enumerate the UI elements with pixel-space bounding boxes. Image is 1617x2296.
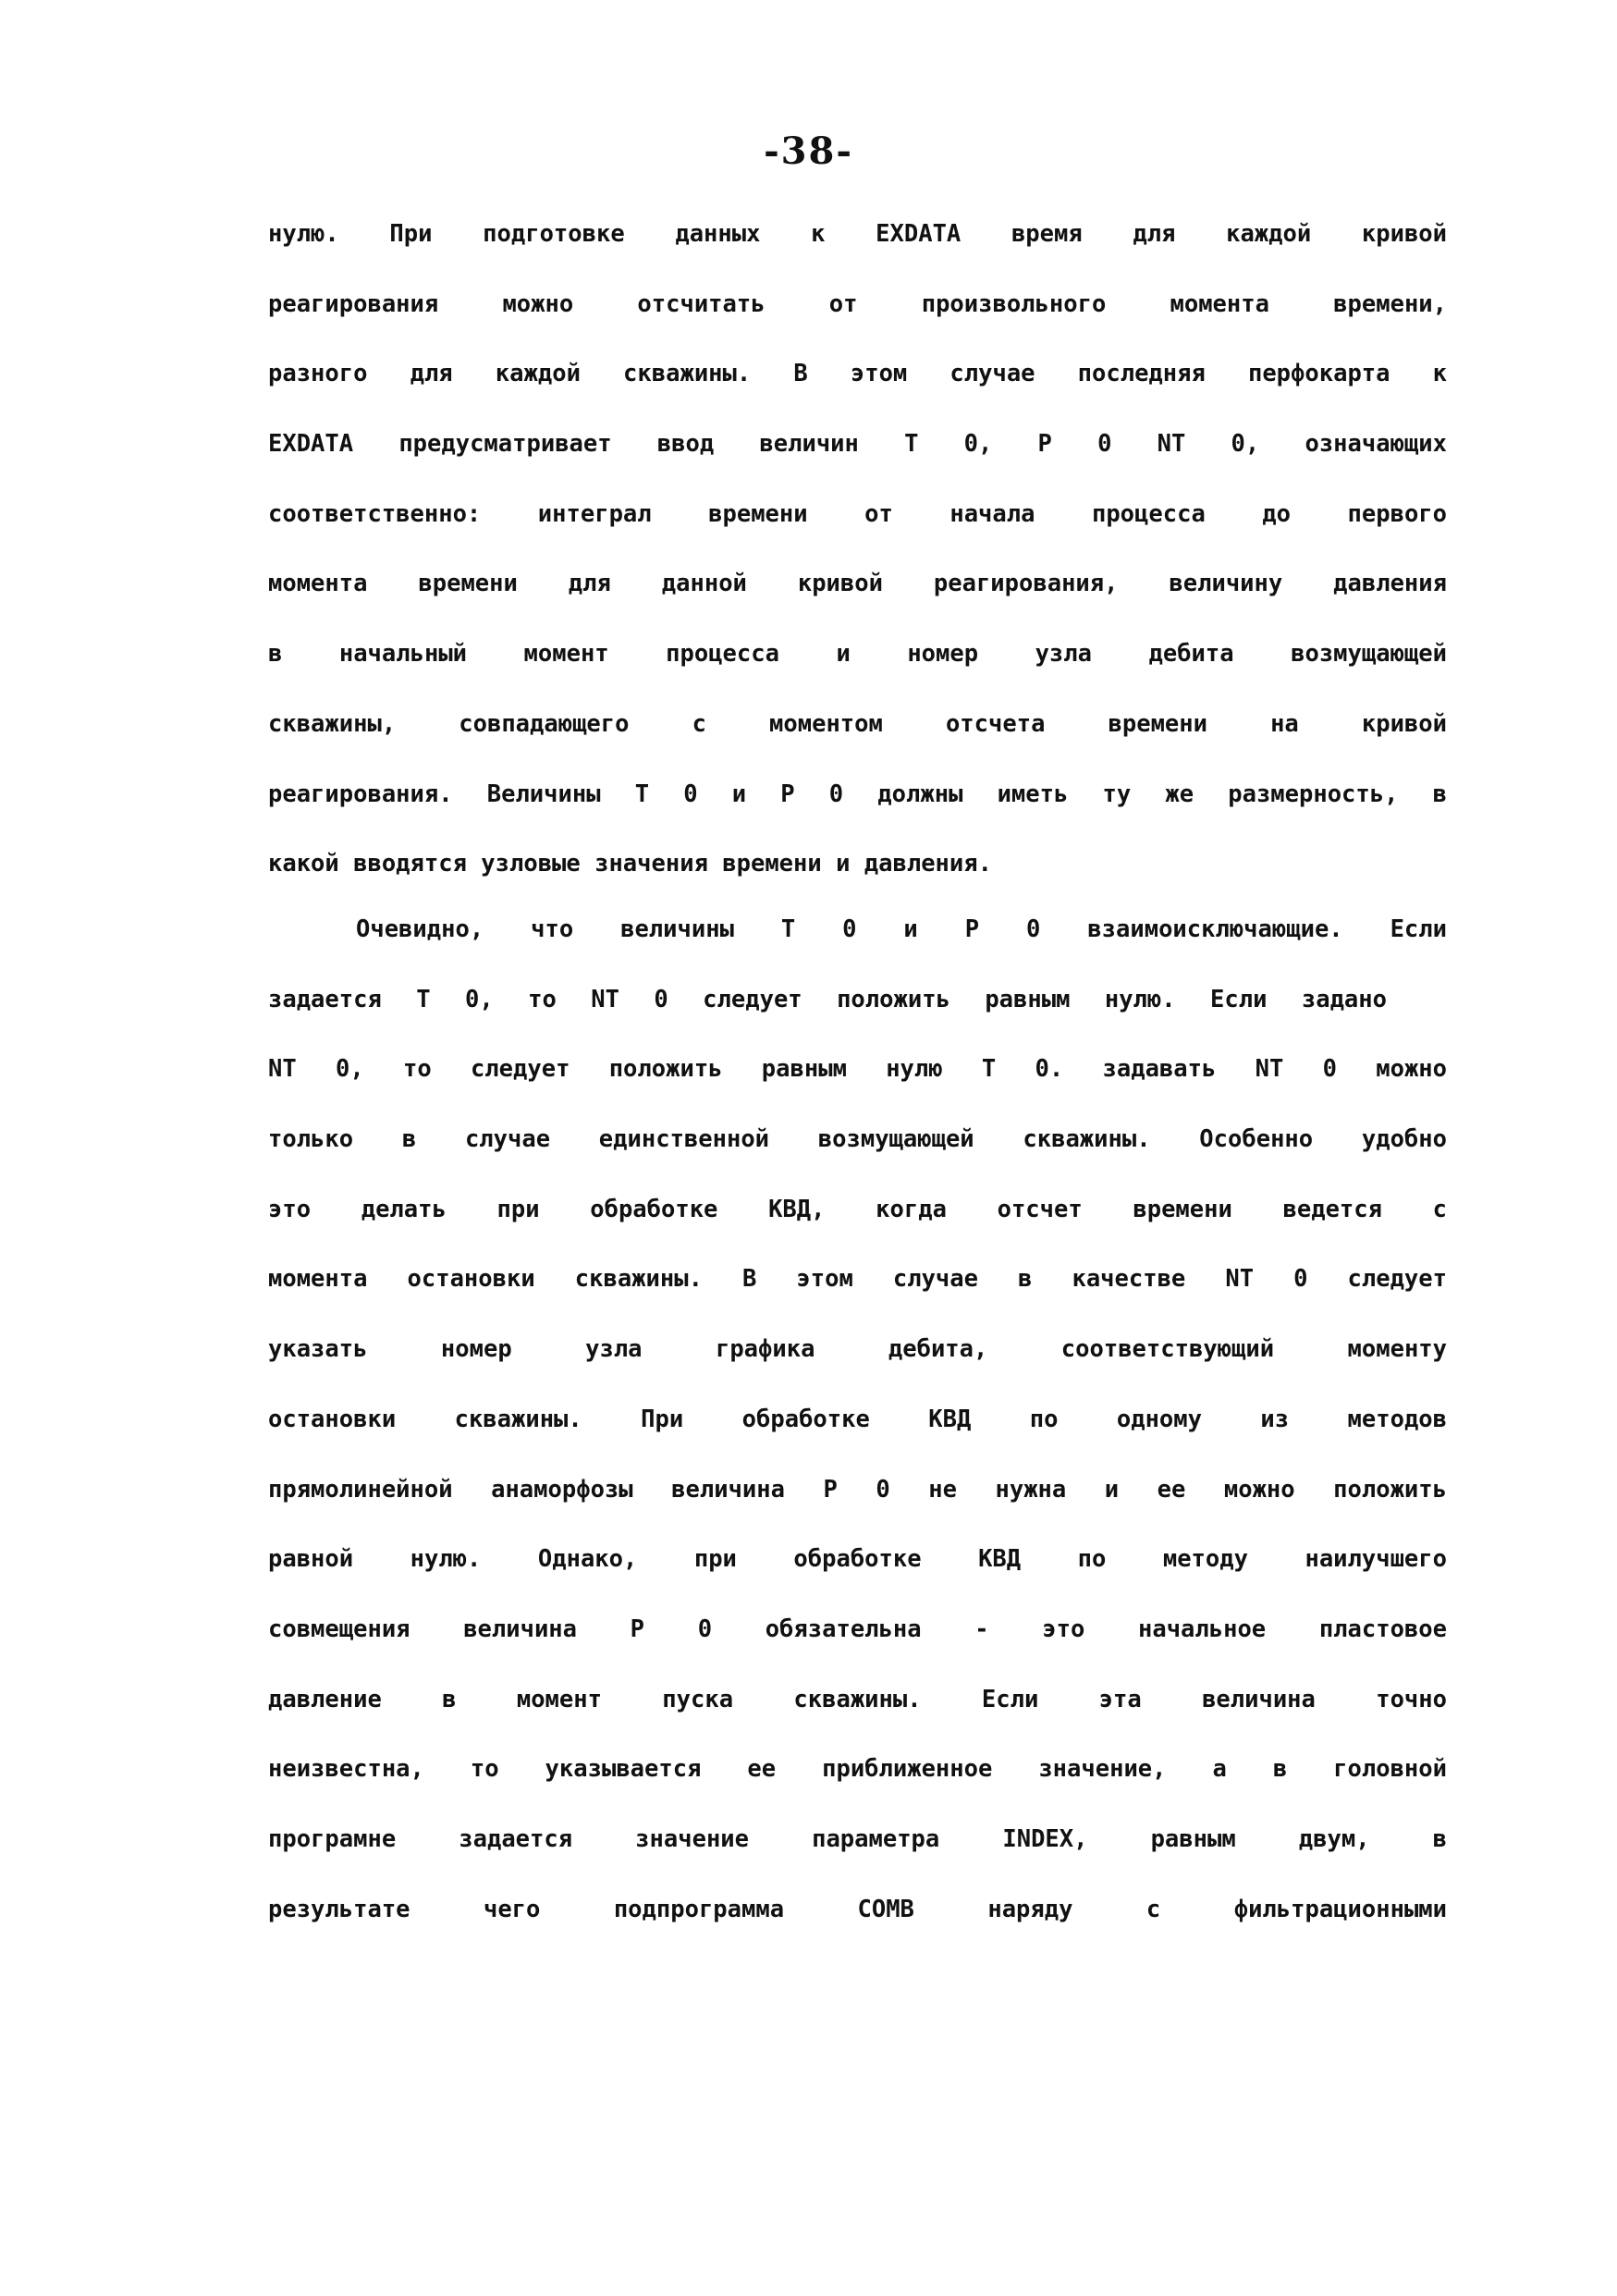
text-line: результате чего подпрограмма СОМВ наряду с фильтрационными <box>268 1895 1447 1923</box>
text-line: совмещения величина Р 0 обязательна - это начальное пластовое <box>268 1615 1447 1643</box>
text-line: задается Т 0, то NT 0 следует положить равным нулю. Если задано <box>268 985 1387 1013</box>
text-line: равной нулю. Однако, при обработке КВД по методу наилучшего <box>268 1545 1447 1574</box>
paragraph-1 <box>268 200 1447 900</box>
text-line: скважины, совпадающего с моментом отсчета времени на кривой <box>268 709 1447 738</box>
text-line: указать номер узла графика дебита, соответствующий моменту <box>268 1335 1447 1364</box>
text-line: програмне задается значение параметра INDEX, равным двум, в <box>268 1824 1447 1853</box>
text-line: реагирования. Величины Т 0 и Р 0 должны иметь ту же размерность, в <box>268 780 1447 808</box>
text-line: разного для каждой скважины. В этом случае последняя перфокарта к <box>268 360 1447 388</box>
text-line: прямолинейной анаморфозы величина Р 0 не нужна и ее можно положить <box>268 1475 1447 1504</box>
text-line: в начальный момент процесса и номер узла дебита возмущающей <box>268 640 1447 669</box>
text-line: EXDATA предусматривает ввод величин Т 0, Р 0 NT 0, означающих <box>268 430 1447 459</box>
paragraph-2 <box>268 895 1447 1945</box>
page-number: -38- <box>764 129 853 173</box>
text-line: остановки скважины. При обработке КВД по одному из методов <box>268 1405 1447 1433</box>
text-line: это делать при обработке КВД, когда отсчет времени ведется с <box>268 1195 1447 1223</box>
text-line: NT 0, то следует положить равным нулю Т 0. задавать NT 0 можно <box>268 1055 1447 1084</box>
text-line: какой вводятся узловые значения времени и давления. <box>268 850 992 878</box>
text-line: только в случае единственной возмущающей скважины. Особенно удобно <box>268 1125 1447 1154</box>
text-line: неизвестна, то указывается ее приближенное значение, а в головной <box>268 1755 1447 1784</box>
text-line: реагирования можно отсчитать от произвольного момента времени, <box>268 289 1447 318</box>
text-line: момента остановки скважины. В этом случае в качестве NT 0 следует <box>268 1265 1447 1294</box>
text-line: момента времени для данной кривой реагирования, величину давления <box>268 570 1447 598</box>
text-line: давление в момент пуска скважины. Если эта величина точно <box>268 1685 1447 1713</box>
text-line: нулю. При подготовке данных к EXDATA время для каждой кривой <box>268 220 1447 248</box>
text-line: соответственно: интеграл времени от начала процесса до первого <box>268 499 1447 528</box>
text-line: Очевидно, что величины Т 0 и Р 0 взаимоисключающие. Если <box>356 915 1447 943</box>
